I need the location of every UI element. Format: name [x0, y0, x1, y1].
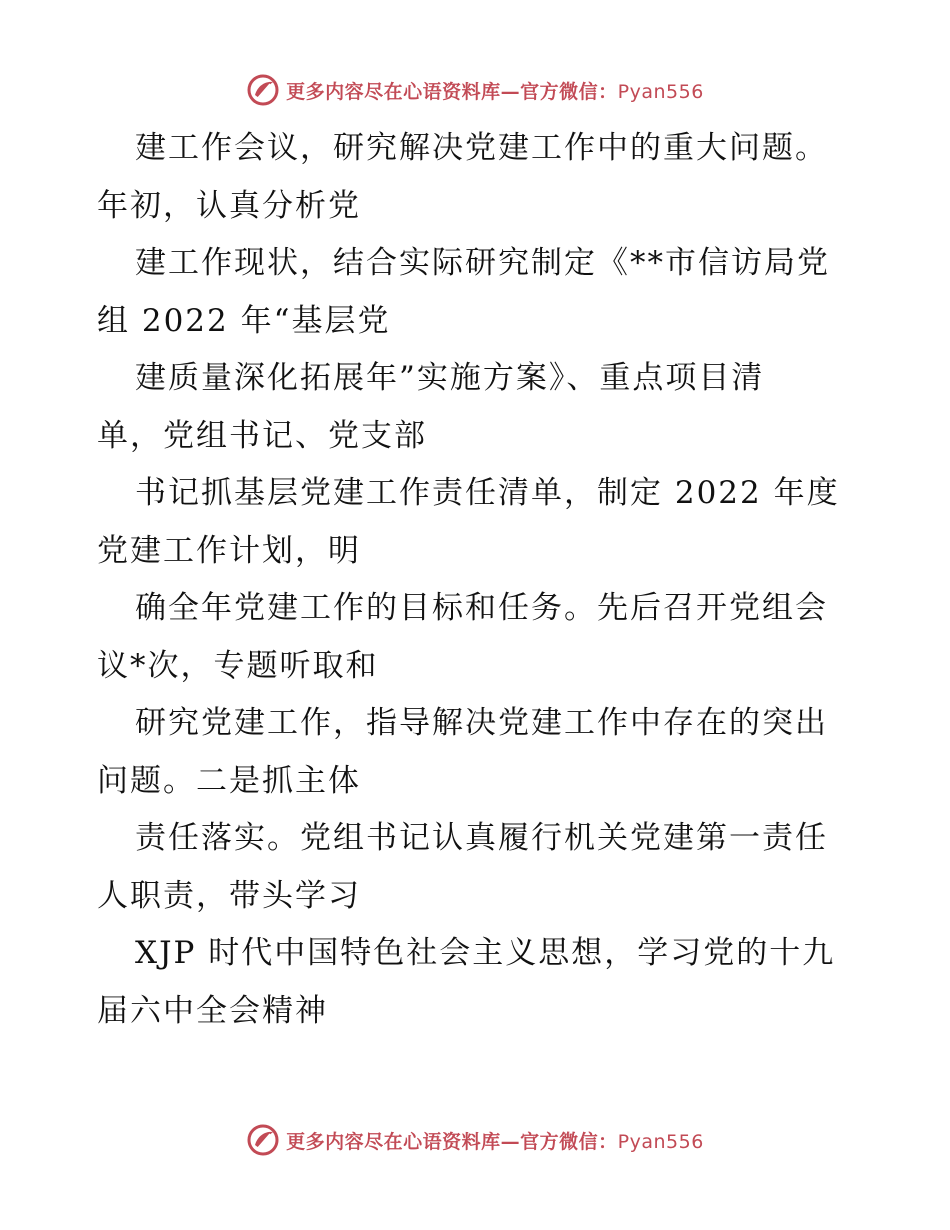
text-line: 建工作会议，研究解决党建工作中的重大问题。: [135, 130, 828, 166]
text-line: 责任落实。党组书记认真履行机关党建第一责任: [135, 820, 828, 856]
text-line: 党建工作计划，明: [97, 532, 361, 569]
text-line: 研究党建工作，指导解决党建工作中存在的突出: [135, 705, 828, 741]
text-line: 问题。二是抓主体: [97, 762, 361, 799]
header-banner-text: 更多内容尽在心语资料库—官方微信：Pyan556: [286, 80, 704, 103]
footer-banner: [0, 1120, 950, 1160]
text-line: 建质量深化拓展年”实施方案》、重点项目清: [135, 360, 765, 396]
footer-banner-text: 更多内容尽在心语资料库—官方微信：Pyan556: [286, 1130, 704, 1153]
footer-wechat-id: Pyan556: [617, 1130, 704, 1153]
text-line: 年初，认真分析党: [97, 187, 361, 224]
text-line: 确全年党建工作的目标和任务。先后召开党组会: [135, 590, 828, 626]
body-text: [97, 120, 857, 1040]
brand-logo-icon: [246, 73, 280, 107]
text-line: 组 2022 年“基层党: [97, 302, 391, 339]
brand-logo-icon: [246, 1123, 280, 1157]
header-wechat-id: Pyan556: [617, 80, 704, 103]
text-line: XJP 时代中国特色社会主义思想，学习党的十九: [135, 935, 836, 971]
text-line: 建工作现状，结合实际研究制定《**市信访局党: [135, 245, 830, 281]
text-line: 单，党组书记、党支部: [97, 417, 427, 454]
text-line: 书记抓基层党建工作责任清单，制定 2022 年度: [135, 475, 840, 511]
text-line: 议*次，专题听取和: [97, 647, 379, 684]
text-line: 届六中全会精神: [97, 992, 328, 1029]
header-banner: [0, 70, 950, 110]
text-line: 人职责，带头学习: [97, 877, 361, 914]
